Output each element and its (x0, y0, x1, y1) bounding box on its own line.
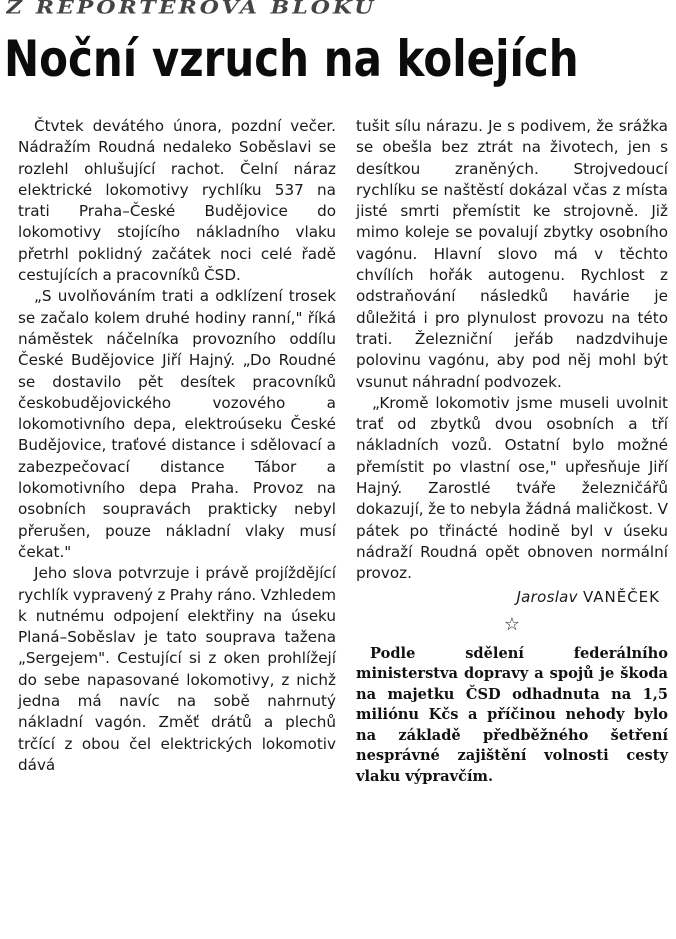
star-separator-icon: ☆ (503, 613, 521, 635)
right-column (356, 116, 668, 787)
paragraph-continuation: tušit sílu nárazu. Je s podivem, že srážka se obešla bez ztrát na životech, jen s desítkou zraněných. Strojvedoucí rychlíku se naštěstí dokázal včas z místa jisté smrti přemístit ke strojovně. Již mimo koleje se povalují zbytky osobního vagónu. Hlavní slovo má v těchto chvílích hořák autogenu. Rychlost z odstraňování následků havárie je důležitá i pro plynulost provozu na této trati. Železniční jeřáb nadzdvihuje polovinu vagónu, aby pod něj mohl být vsunut náhradní podvozek. (356, 117, 668, 391)
paragraph-quote-hajny: „S uvolňováním trati a odklízení trosek se začalo kolem druhé hodiny ranní," říká náměstek náčelníka provozního oddílu České Budějovice Jiří Hajný. „Do Roudné se dostavilo pět desítek pracovníků českobudějovického vozového a lokomotivního depa, elektroúseku České Budějovice, traťové distance i sdělovací a zabezpečovací distance Tábor a lokomotivního depa Praha. Provoz na osobních soupravách prakticky nebyl přerušen, pouze nákladní vlaky musí čekat." (18, 287, 336, 561)
ministry-notice: Podle sdělení federálního ministerstva dopravy a spojů je škoda na majetku ČSD odhadnuta na 1,5 miliónu Kčs a příčinou nehody bylo na základě předběžného šetření nesprávné zajištění volnosti cesty vlaku výpravčím. (356, 644, 668, 785)
byline (356, 587, 660, 608)
author-last-name: VANĚČEK (582, 587, 660, 606)
section-kicker: Z REPORTEROVA BLOKU (6, 0, 377, 19)
author-first-name: Jaroslav (516, 587, 578, 606)
left-column (18, 116, 336, 776)
paragraph-intro: Čtvtek devátého února, pozdní večer. Nádražím Roudná nedaleko Soběslavi se rozlehl ohlušující rachot. Čelní náraz elektrické lokomotivy rychlíku 537 na trati Praha–České Budějovice do lokomotivy stojícího nákladního vlaku přetrhl poklidný začátek noci celé řadě cestujících a pracovníků ČSD. (18, 117, 336, 285)
headline: Noční vzruch na kolejích (4, 30, 579, 88)
paragraph-passing-train: Jeho slova potvrzuje i právě projíždějící rychlík vypravený z Prahy ráno. Vzhledem k nutnému odpojení elektřiny na úseku Planá–Soběslav je tato souprava tažena „Sergejem". Cestující si z oken prohlížejí do sebe napasované lokomotivy, z nichž jedna má navíc na sobě nahrnutý nákladní vagón. Změť drátů a plechů trčící z obou čel elektrických lokomotiv dává (18, 564, 336, 774)
paragraph-second-quote: „Kromě lokomotiv jsme museli uvolnit trať od zbytků dvou osobních a tří nákladních vozů. Ostatní bylo možné přemístit po vlastní ose," upřesňuje Jiří Hajný. Zarostlé tváře železničářů dokazují, že to nebyla žádná maličkost. V pátek po třinácté hodině byl v úseku nádraží Roudná opět obnoven normální provoz. (356, 393, 668, 583)
